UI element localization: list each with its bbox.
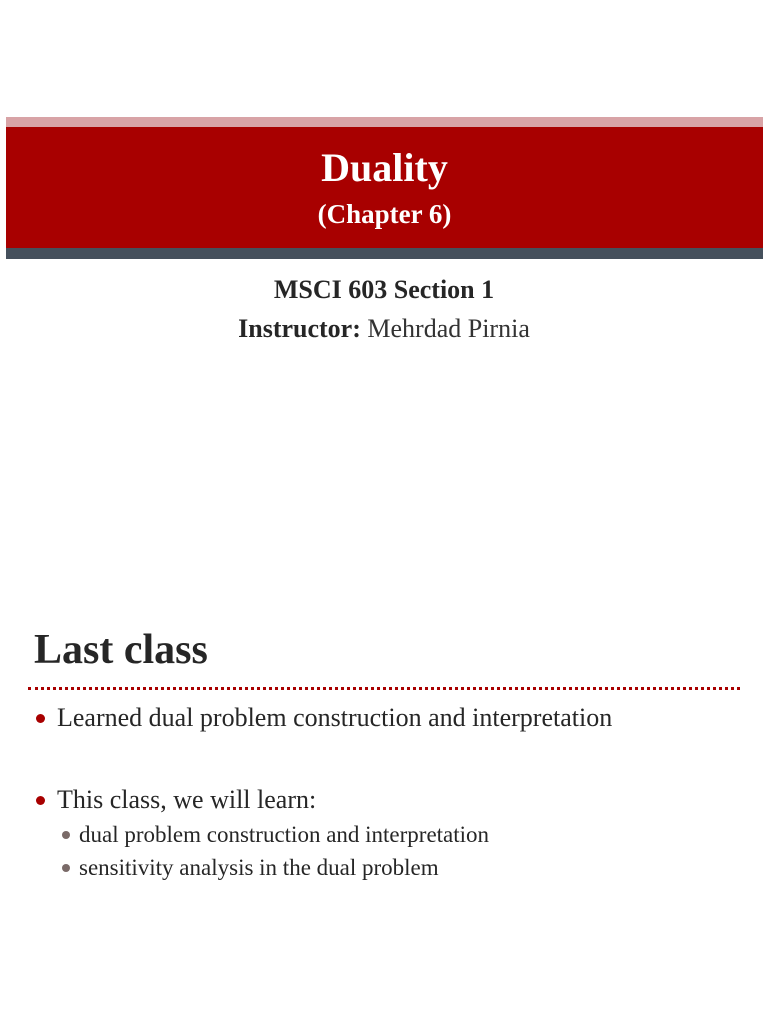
content-slide	[0, 512, 768, 1024]
bullet-item	[36, 783, 316, 817]
instructor-line	[0, 312, 768, 346]
slide-title: Duality	[321, 145, 448, 190]
sub-bullet-dot-icon	[62, 864, 70, 872]
heading-divider	[28, 687, 740, 690]
slide-heading: Last class	[34, 627, 208, 673]
sub-bullet-item	[62, 820, 489, 850]
title-bottom-band	[6, 248, 763, 259]
bullet-text: This class, we will learn:	[57, 785, 317, 814]
bullet-dot-icon	[36, 796, 45, 805]
sub-bullet-dot-icon	[62, 831, 70, 839]
instructor-label: Instructor:	[238, 314, 361, 343]
sub-bullet-text: sensitivity analysis in the dual problem	[79, 855, 439, 880]
slide-subtitle: (Chapter 6)	[317, 199, 452, 229]
sub-bullet-text: dual problem construction and interpretation	[79, 822, 490, 847]
sub-bullet-item	[62, 853, 439, 883]
bullet-item	[36, 701, 612, 735]
bullet-dot-icon	[36, 714, 45, 723]
instructor-name: Mehrdad Pirnia	[367, 314, 530, 343]
title-top-band	[6, 117, 763, 127]
course-name: MSCI 603 Section 1	[273, 275, 495, 304]
bullet-text: Learned dual problem construction and interpretation	[57, 703, 613, 732]
